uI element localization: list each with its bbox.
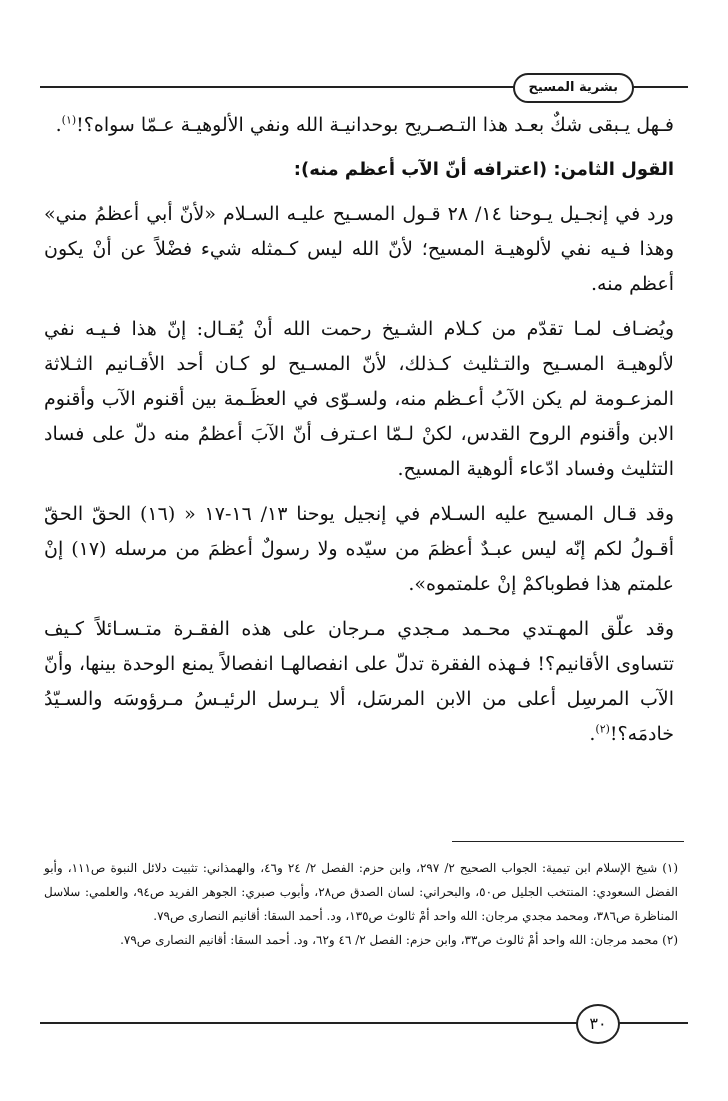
paragraph-5-text: وقد علّق المهـتدي محـمد مـجدي مـرجان على هذه الفقـرة متـسـائلاً كـيف تتساوى الأقانيم؟! فـهذه الفقرة تدلّ على انفصالهـا انفصالاً يمنع الوحدة بينها، وأنّ الآب المرسِل أعلى من الابن المرسَل، ألا يـرسل الرئيـسُ مـرؤوسَه والسـيّدُ خادمَه؟! xyxy=(44,618,674,745)
footnote-separator xyxy=(452,841,684,842)
running-header: بشرية المسيح xyxy=(513,73,634,103)
paragraph-1-text: فـهل يـبقى شكٌ بعـد هذا التـصـريح بوحدانيـة الله ونفي الألوهيـة عـمّا سواه؟! xyxy=(76,114,674,136)
footnote-ref-1: (١) xyxy=(61,113,77,127)
paragraph-3: ويُضـاف لمـا تقدّم من كـلام الشـيخ رحمت الله أنْ يُقـال: إنّ هذا فـيـه نفي لألوهيـة المسـيح والتـثليث كـذلك، لأنّ المسـيح لو كـان أحد الأقـانيم الثـلاثة المزعـومة لم يكن الآبُ أعـظم منه، ولسـوّى في العظَـمة بين أقنوم الآب وأقنوم الابن وأقنوم الروح القدس، لكنْ لـمّا اعـترف أنّ الآبَ أعظمُ منه دلّ على فساد التثليث وفساد ادّعاء ألوهية المسيح. xyxy=(44,318,674,480)
page-number: ٣٠ xyxy=(576,1004,620,1044)
main-text xyxy=(44,108,674,752)
footnote-2: (٢) محمد مرجان: الله واحد أمْ ثالوث ص٣٣، وابن حزم: الفصل ٢/ ٤٦ و٦٢، ود. أحمد السقا: أقانيم النصارى ص٧٩. xyxy=(120,933,678,947)
paragraph-2: ورد في إنجـيل يـوحنا ١٤/ ٢٨ قـول المسـيح عليـه السـلام «لأنّ أبي أعظمُ مني» وهذا فـيه نفي لألوهيـة المسيح؛ لأنّ الله ليس كـمثله شيء فضْلاً عن أنْ يكون أعظم منه. xyxy=(44,203,674,295)
footnote-ref-2: (٢) xyxy=(595,722,610,736)
section-heading: القول الثامن: (اعترافه أنّ الآب أعظم منه): xyxy=(293,159,674,180)
paragraph-1: فـهل يـبقى شكٌ بعـد هذا التـصـريح بوحدانيـة الله ونفي الألوهيـة عـمّا سواه؟!$^{(١)}$. xyxy=(55,113,674,136)
paragraph-4: وقد قـال المسيح عليه السـلام في إنجيل يوحنا ١٣/ ١٦-١٧ « (١٦) الحقّ الحقّ أقـولُ لكم إنّه ليس عبـدٌ أعظمَ من سيّده ولا رسولٌ أعظمَ من مرسله (١٧) إنْ علمتم هذا فطوباكمْ إنْ علمتموه». xyxy=(44,503,674,595)
footnote-1: (١) شيخ الإسلام ابن تيمية: الجواب الصحيح ٢/ ٢٩٧، وابن حزم: الفصل ٢/ ٢٤ و٤٦، والهمذاني: تثبيت دلائل النبوة ص١١١، وأبو الفضل السعودي: المنتخب الجليل ص٥٠، والبحراني: لسان الصدق ص٢٨، وأبوب صبري: الجوهر الفريد ص٩٤، والعلمي: سلاسل المناظرة ص٣٨٦، ومحمد مجدي مرجان: الله واحد أمْ ثالوث ص١٣٥، ود. أحمد السقا: أقانيم النصارى ص٧٩. xyxy=(44,861,679,923)
paragraph-5: وقد علّق المهـتدي محـمد مـجدي مـرجان على هذه الفقـرة متـسـائلاً كـيف تتساوى الأقانيم؟! فـهذه الفقرة تدلّ على انفصالهـا انفصالاً يمنع الوحدة بينها، وأنّ الآب المرسِل أعلى من الابن المرسَل، ألا يـرسل الرئيـسُ مـرؤوسَه والسـيّدُ خادمَه؟!$^{(٢)}$. xyxy=(44,618,674,745)
footnotes xyxy=(44,856,678,952)
